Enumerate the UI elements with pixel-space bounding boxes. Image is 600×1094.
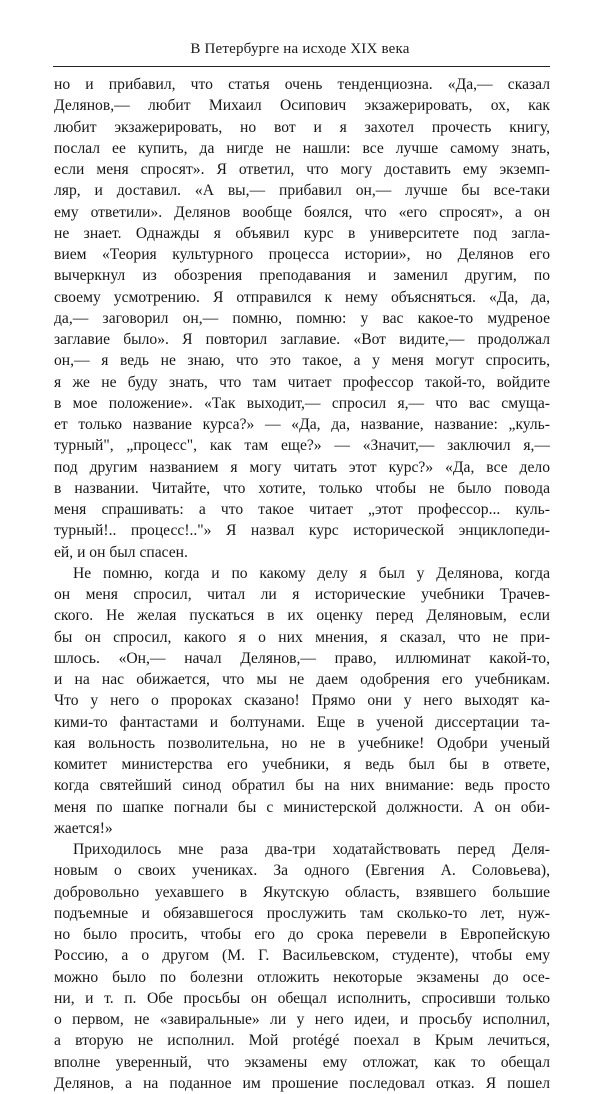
text-line: Приходилось мне раза два-три ходатайствовать перед Деля- — [73, 841, 550, 858]
text-line: новым о своих учениках. За одного (Евгения А. Соловьева), — [54, 862, 550, 880]
text-line: Не помню, когда и по какому делу я был у Делянова, когда — [73, 564, 550, 582]
text-line: но и прибавил, что статья очень тенденциозна. «Да,— сказал — [54, 76, 550, 93]
text-line: можно было по болезни отложить некоторые экзамены до осе- — [54, 968, 550, 986]
text-line: ей, и он был спасен. — [54, 543, 188, 561]
text-line: ляр, и доставил. «А вы,— прибавил он,— лучше бы все-таки — [54, 182, 550, 200]
text-line: Что у него о пророках сказано! Прямо они у него выходят ка- — [54, 692, 550, 710]
running-title: В Петербурге на исходе XIX века — [190, 41, 410, 57]
text-line: меня спрашивать: а что такое читает „этот профессор... куль- — [54, 501, 550, 518]
text-line: в мое положение». «Так выходит,— спросил я,— что вас смуща- — [54, 394, 550, 412]
text-line: заглавие было». Я повторил заглавие. «Вот видите,— продолжал — [54, 331, 550, 348]
text-line: своему усмотрению. Я отправился к нему объясняться. «Да, да, — [54, 288, 550, 306]
text-line: кая вольность позволительна, но не в учебнике! Одобри ученый — [54, 734, 550, 752]
text-line: под другим названием я могу читать этот курс?» «Да, все дело — [54, 458, 550, 476]
text-line: не знает. Однажды я объявил курс в университете под загла- — [54, 224, 550, 242]
text-line: а вторую не исполнил. Мой protégé поехал в Крым лечиться, — [54, 1032, 550, 1050]
text-line: но было просить, чтобы его до срока перевели в Европейскую — [54, 926, 550, 943]
text-line: кими-то фантастами и болтунами. Еще в ученой диссертации та- — [54, 713, 550, 731]
text-line: вычеркнул из обозрения преподавания и заменил другим, по — [54, 267, 550, 285]
text-line: любит экзажерировать, но вот и я захотел прочесть книгу, — [54, 118, 550, 136]
text-line: ет только название курса?» — «Да, да, название, название: „куль- — [54, 416, 550, 433]
text-line: добровольно уехавшего в Якутскую область, взявшего большие — [54, 883, 550, 901]
text-line: ему ответили». Делянов вообще боялся, что «его спросят», а он — [54, 203, 550, 221]
text-line: жается!» — [54, 819, 113, 837]
text-line: Россию, а о другом (М. Г. Васильевском, студенте), чтобы ему — [54, 947, 550, 965]
text-line: о первом, не «завиральные» ли у него идеи, и просьбу исполнил, — [54, 1011, 550, 1028]
text-line: да,— заговорил он,— помню, помню: у вас какое-то мудреное — [54, 309, 550, 327]
text-line: послал ее купить, да нигде не нашли: все лучше самому знать, — [54, 139, 550, 157]
header-rule — [53, 66, 550, 67]
text-line: ни, и т. п. Обе просьбы он обещал исполнить, спросивши только — [54, 989, 550, 1007]
text-line: меня по шапке погнали бы с министерской должности. А он оби- — [54, 798, 550, 816]
text-line: Делянов,— любит Михаил Осипович экзажерировать, ох, как — [54, 97, 550, 115]
text-line: если меня спросят». Я ответил, что могу доставить ему экземп- — [54, 161, 550, 178]
text-line: подъемные и обязавшегося прослужить там сколько-то лет, нуж- — [54, 904, 550, 922]
text-line: когда святейший синод обратил бы на них внимание: ведь просто — [54, 777, 550, 795]
text-line: турный!.. процесс!.."» Я назвал курс исторической энциклопеди- — [54, 522, 550, 540]
text-line: Делянов, а на поданное им прошение последовал отказ. Я пошел — [54, 1074, 550, 1092]
text-line: турный", „процесс", как там еще?» — «Значит,— заключил я,— — [54, 437, 550, 455]
text-line: шлось. «Он,— начал Делянов,— право, иллюминат какой-то, — [54, 649, 550, 667]
body-text — [54, 74, 550, 1094]
text-line: и на нас обижается, что мы не даем одобрения его учебникам. — [54, 671, 550, 688]
text-line: я же не буду знать, что там читает профессор такой-то, войдите — [54, 373, 550, 391]
text-line: комитет министерства его учебники, я ведь был бы в ответе, — [54, 756, 550, 773]
text-line: он меня спросил, читал ли я исторические учебники Трачев- — [54, 586, 550, 603]
text-line: он,— я ведь не знаю, что это такое, а у меня могут спросить, — [54, 352, 550, 370]
text-line: ского. Не желая пускаться в их оценку перед Деляновым, если — [54, 607, 550, 625]
text-line: вполне уверенный, что экзамены ему отложат, как то обещал — [54, 1053, 550, 1071]
text-line: вием «Теория культурного процесса истории», но Делянов его — [54, 246, 550, 263]
text-line: бы он спросил, какого я о них мнения, я сказал, что не при- — [54, 628, 550, 646]
text-line: в названии. Читайте, что хотите, только чтобы не было повода — [54, 479, 550, 497]
